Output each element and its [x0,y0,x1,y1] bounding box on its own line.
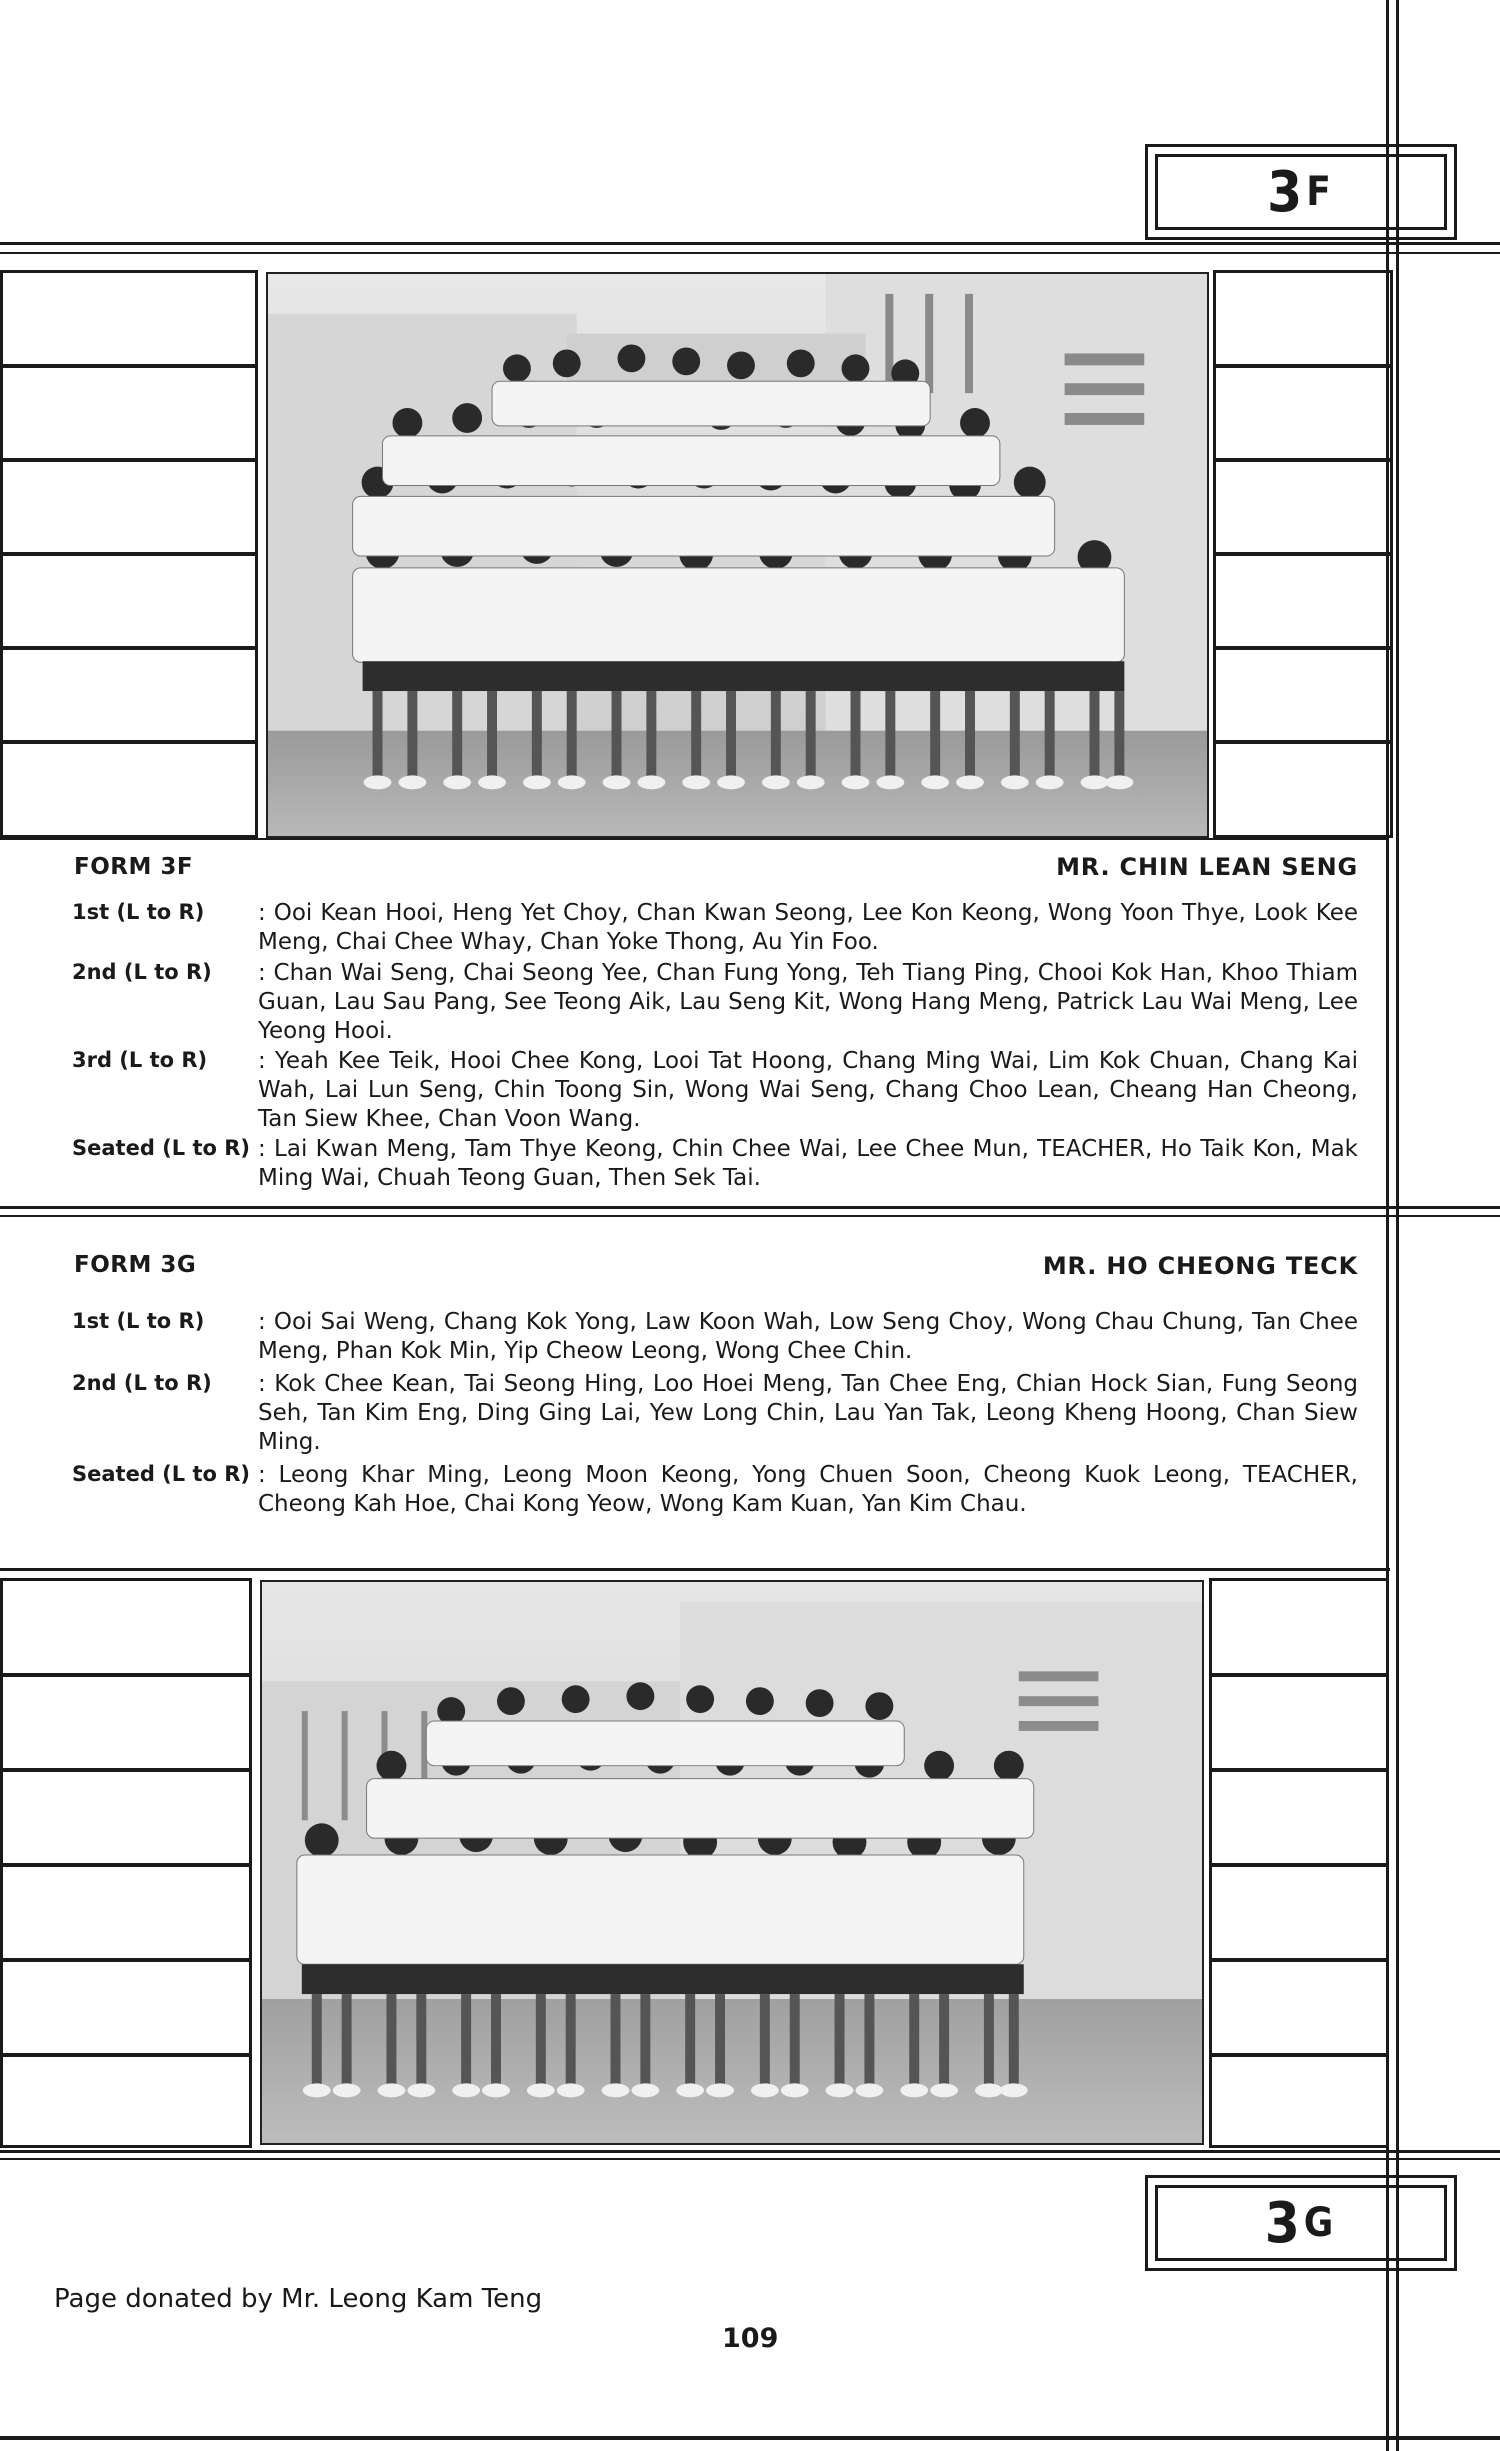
frame-rule [0,2436,1500,2440]
row-label-3f-2: 2nd (L to R) [72,960,212,984]
page-number: 109 [722,2323,779,2354]
form-teacher-3f: MR. CHIN LEAN SENG [1056,853,1358,881]
form-title-3f: FORM 3F [74,854,194,880]
row-names-3g-2: : Kok Chee Kean, Tai Seong Hing, Loo Hoei Meng, Tan Chee Eng, Chian Hock Sian, Fung Seong Seh, Tan Kim Eng, Ding Ging Lai, Yew Long Chin, Lau Yan Tak, Leong Kheng Hoong, Chan Siew Ming. [258,1371,1358,1455]
class-photo-3g [260,1580,1204,2145]
frame-rule [0,2150,1500,2153]
row-label-3g-1: 1st (L to R) [72,1309,205,1333]
badge-letter: F [1306,169,1335,215]
row-label-3f-1: 1st (L to R) [72,900,205,924]
frame-rule [0,838,1389,840]
left-panel-stack-3g [0,1578,252,2148]
badge-number: 3 [1264,2190,1304,2256]
row-label-3g-2: 2nd (L to R) [72,1371,212,1395]
frame-rule [0,252,1500,254]
badge-letter: G [1303,2200,1338,2246]
frame-rule [0,242,1500,245]
form-title-3g: FORM 3G [74,1252,197,1278]
form-badge-3g [1145,2175,1457,2271]
frame-rule [0,1568,1390,1571]
form-teacher-3g: MR. HO CHEONG TECK [1042,1252,1358,1280]
row-names-3f-3: : Yeah Kee Teik, Hooi Chee Kong, Looi Tat Hoong, Chang Ming Wai, Lim Kok Chuan, Chang Kai Wah, Lai Lun Seng, Chin Toong Sin, Wong Wai Seng, Chang Choo Lean, Cheang Han Cheong, Tan Siew Khee, Chan Voon Wang. [258,1048,1358,1132]
right-panel-stack-3g [1209,1578,1389,2148]
row-names-3g-1: : Ooi Sai Weng, Chang Kok Yong, Law Koon Wah, Low Seng Choy, Wong Chau Chung, Tan Chee Meng, Phan Kok Min, Yip Cheow Leong, Wong Chee Chin. [258,1309,1358,1364]
right-panel-stack-3f [1213,270,1393,838]
form-badge-3f [1145,144,1457,240]
row-names-3g-3: : Leong Khar Ming, Leong Moon Keong, Yong Chuen Soon, Cheong Kuok Leong, TEACHER, Cheong Kah Hoe, Chai Kong Yeow, Wong Kam Kuan, Yan Kim Chau. [258,1462,1358,1517]
section-divider [0,1215,1500,1217]
row-label-3f-3: 3rd (L to R) [72,1048,208,1072]
section-divider [0,1206,1500,1209]
frame-rail [1396,0,1399,2451]
class-photo-3f [266,272,1209,838]
donor-credit: Page donated by Mr. Leong Kam Teng [54,2284,543,2314]
row-label-3g-3: Seated (L to R) [72,1462,250,1486]
row-names-3f-1: : Ooi Kean Hooi, Heng Yet Choy, Chan Kwan Seong, Lee Kon Keong, Wong Yoon Thye, Look Kee Meng, Chai Chee Whay, Chan Yoke Thong, Au Yin Foo. [258,900,1358,955]
row-names-3f-2: : Chan Wai Seng, Chai Seong Yee, Chan Fung Yong, Teh Tiang Ping, Chooi Kok Han, Khoo Thiam Guan, Lau Sau Pang, See Teong Aik, Lau Seng Kit, Wong Hang Meng, Patrick Lau Wai Meng, Lee Yeong Hooi. [258,960,1358,1044]
badge-number: 3 [1267,159,1307,225]
row-label-3f-4: Seated (L to R) [72,1136,250,1160]
left-panel-stack-3f [0,270,258,838]
row-names-3f-4: : Lai Kwan Meng, Tam Thye Keong, Chin Chee Wai, Lee Chee Mun, TEACHER, Ho Taik Kon, Mak Ming Wai, Chuah Teong Guan, Then Sek Tai. [258,1136,1358,1191]
frame-rule [0,2158,1500,2160]
